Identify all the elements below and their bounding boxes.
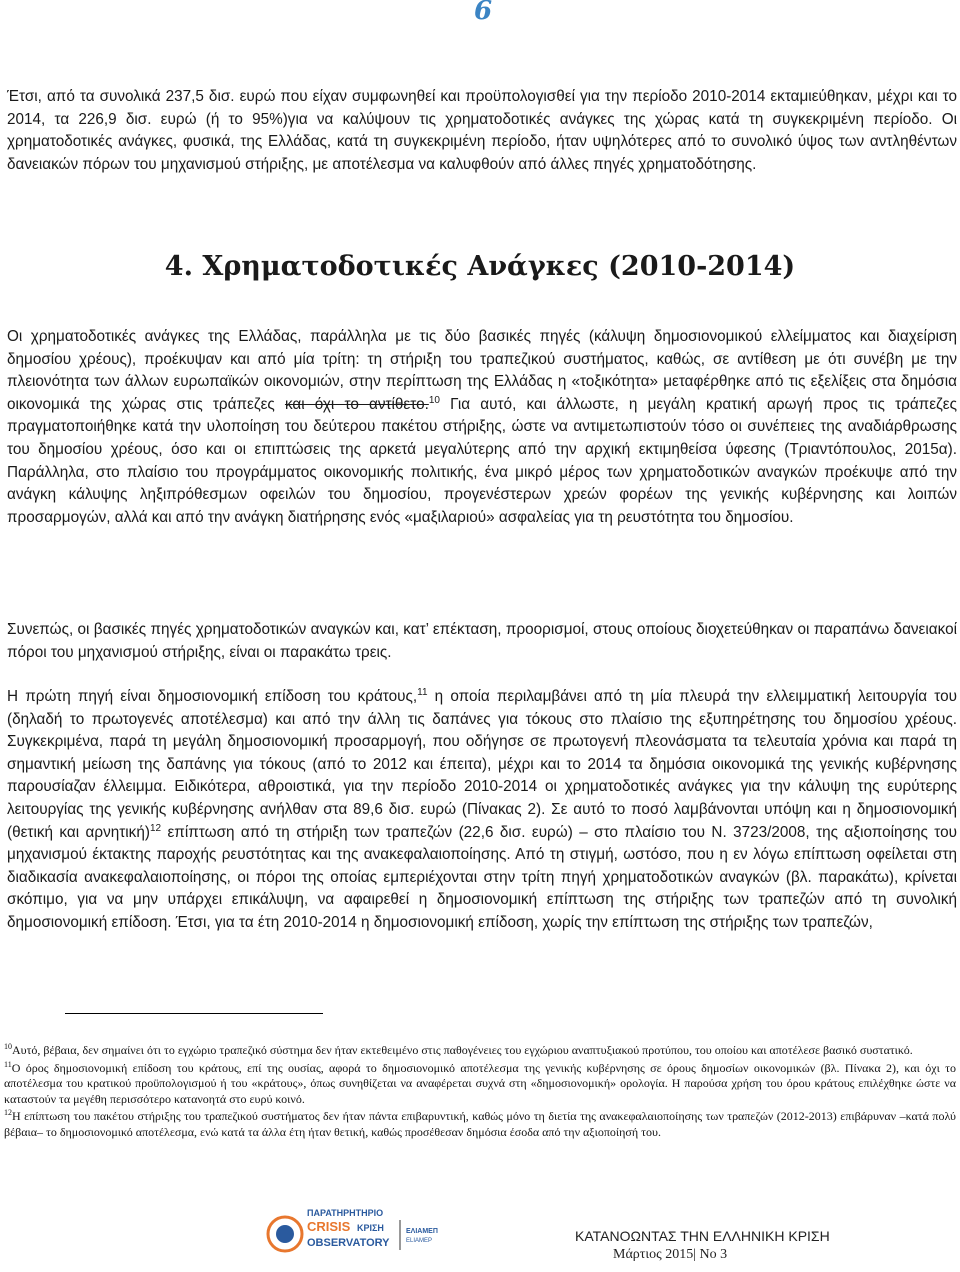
paragraph-sources: Συνεπώς, οι βασικές πηγές χρηματοδοτικών αναγκών και, κατ’ επέκταση, προορισμοί, στους οποίους διοχετεύθηκαν οι παραπάνω δανειακοί πόροι του μηχανισμού στήριξης, είναι οι παρακάτω τρεις. [7, 621, 957, 661]
logo-line3: OBSERVATORY [307, 1237, 390, 1249]
paragraph-text: επίπτωση από τη στήριξη των τραπεζών (22,6 δισ. ευρώ) – στο πλαίσιο του Ν. 3723/2008, της αξιοποίησης του μηχανισμού έκτακτης παροχής ρευστότητας και της ανακεφαλαιοποίησης. Από τη στιγμή, ωστόσο, που η εν λόγω επίπτωση οφείλεται στη διαδικασία ανακεφαλαιοποίησης, οι πόροι της οποίας εμπεριέχονται στην τρίτη πηγή χρηματοδοτικών αναγκών (βλ. παρακάτω), κρίνεται σκόπιμο, για να μην υπάρχει επικάλυψη, να αφαιρεθεί η δημοσιονομική επίπτωση της στήριξης των τραπεζών από τη συνολική δημοσιονομική επίδοση. Έτσι, για τα έτη 2010-2014 η δημοσιονομική επίδοση, χωρίς την επίπτωση της στήριξης των τραπεζών, [7, 823, 957, 931]
footnote-ref-12[interactable]: 12 [149, 822, 162, 834]
intro-paragraph: Έτσι, από τα συνολικά 237,5 δισ. ευρώ που είχαν συμφωνηθεί και προϋπολογισθεί για την περίοδο 2010-2014 εκταμιεύθηκαν, μέχρι και το 2014, τα 226,9 δισ. ευρώ (ή το 95%)για να καλύψουν τις χρηματοδοτικές ανάγκες της χώρας κατά τη συγκεκριμένη περίοδο. Οι χρηματοδοτικές ανάγκες, φυσικά, της Ελλάδας, κατά τη συγκεκριμένη περίοδο, ήταν υψηλότερες από το συνολικό ύψος των αντληθέντων δανειακών πόρων του μηχανισμού στήριξης, με αποτέλεσμα να καλυφθούν από άλλες πηγές χρηματοδότησης. [7, 88, 957, 173]
paragraph-text: Οι χρηματοδοτικές ανάγκες της Ελλάδας, παράλληλα με τις δύο βασικές πηγές (κάλυψη δημοσιονομικού ελλείμματος και διαχείριση δημοσίου χρέους), προέκυψαν και από μία τρίτη: τη στήριξη του τραπεζικού συστήματος, καθώς, σε αντίθεση με ότι συνέβη με την πλειονότητα των άλλων ευρωπαϊκών οικονομιών, στην περίπτωση της Ελλάδας η «τοξικότητα» μεταφέρθηκε από τις εξελίξεις στα δημόσια οικονομικά της χώρας στις τράπεζες [7, 328, 957, 413]
paragraph-financing-needs [7, 326, 957, 529]
footer-issue: Μάρτιος 2015| Νο 3 [613, 1247, 728, 1262]
logo-line2b: ΚΡΙΣΗ [357, 1223, 384, 1233]
logo-line2a: CRISIS [307, 1219, 351, 1234]
page-number: 6 [474, 0, 493, 26]
logo-line1: ΠΑΡΑΤΗΡΗΤΗΡΙΟ [307, 1208, 384, 1218]
footnote-ref-11[interactable]: 11 [417, 686, 428, 698]
section-heading: 4. Χρηματοδοτικές Ανάγκες (2010-2014) [164, 251, 796, 282]
footnote-number: 11 [4, 1059, 12, 1069]
footer-title: ΚΑΤΑΝΟΩΝΤΑΣ ΤΗΝ ΕΛΛΗΝΙΚΗ ΚΡΙΣΗ [575, 1228, 830, 1244]
logo-core [276, 1225, 294, 1243]
footnote-text: Η επίπτωση του πακέτου στήριξης του τραπεζικού συστήματος δεν ήταν πάντα επιβαρυντική, καθώς μόνο τη διετία της ανακεφαλαιοποίησης των τραπεζών (2012-2013) επιβάρυναν –κατά πολύ βέβαια– το δημοσιονομικό αποτέλεσμα, ενώ κατά τα άλλα έτη ήταν θετική, καθώς προσέθεσαν δημόσια έσοδα από την αξιοποίησή του. [4, 1109, 956, 1139]
footnote-11 [4, 1061, 956, 1108]
footnote-12 [4, 1109, 956, 1140]
paragraph-first-source [7, 686, 957, 935]
footnotes [4, 1043, 956, 1143]
paragraph-text: Για αυτό, και άλλωστε, η μεγάλη κρατική αρωγή προς τις τράπεζες πραγματοποιήθηκε κατά την υλοποίηση του δεύτερου πακέτου στήριξης, ώστε να αντιμετωπιστούν τόσο οι συνέπειες της αναδιάρθρωσης του δημοσίου χρέους, όσο και οι επιπτώσεις της αρκετά μεγαλύτερης από την αρχική εκτιμηθείσα ύφεσης (Τριαντόπουλος, 2015α). Παράλληλα, στο πλαίσιο του προγράμματος οικονομικής πολιτικής, ένα μικρό μέρος των χρηματοδοτικών αναγκών προέκυψε από την ανάγκη κάλυψης ληξιπρόθεσμων οφειλών του δημοσίου, προγενέστερων χρεών φορέων της γενικής κυβέρνησης και λοιπών προσαρμογών, αλλά και από την ανάγκη διατήρησης ενός «μαξιλαριού» ασφαλείας για τη ρευστότητα του δημοσίου. [7, 395, 957, 526]
footnote-ref-10[interactable]: 10 [428, 394, 440, 406]
footnote-10 [4, 1043, 956, 1059]
eliamep-sub-label: ELIAMEP [406, 1238, 433, 1244]
paragraph-text: η οποία περιλαμβάνει από τη μία πλευρά την ελλειμματική λειτουργία του (δηλαδή το πρωτογενές αποτέλεσμα) και από την άλλη τις δαπάνες για τόκους στο πλαίσιο της εξυπηρέτησης του δημοσίου χρέους. Συγκεκριμένα, παρά τη μεγάλη δημοσιονομική προσαρμογή, που οδήγησε σε πρωτογενή πλεονάσματα τα τελευταία χρόνια και παρά τη σημαντική μείωση της δαπάνης για τόκους (από το 2012 και έπειτα), μέχρι και το 2014 τα δημόσια οικονομικά της γενικής κυβέρνησης παρουσίαζαν έλλειμμα. Ειδικότερα, αθροιστικά, για την περίοδο 2010-2014 οι χρηματοδοτικές ανάγκες για την κάλυψη της ευρύτερης λειτουργίας της γενικής κυβέρνησης ανήλθαν στα 89,6 δισ. ευρώ (Πίνακας 2). Σε αυτό το ποσό λαμβάνονται υπόψη και η δημοσιονομική (θετική και αρνητική) [7, 688, 957, 841]
logo-divider [399, 1220, 401, 1250]
struck-text: και όχι το αντίθετο. [284, 395, 429, 413]
paragraph-text: Η πρώτη πηγή είναι δημοσιονομική επίδοση του κράτους, [7, 688, 418, 705]
crisis-observatory-logo [265, 1198, 450, 1266]
footnote-number: 10 [4, 1042, 12, 1051]
footnote-text: Ο όρος δημοσιονομική επίδοση του κράτους, επί της ουσίας, αφορά το δημοσιονομικό αποτέλεσμα της γενικής κυβέρνησης σε όρους δημοσίων οικονομικών (βλ. Πίνακα 2), και όχι το αποτέλεσμα του κρατικού προϋπολογισμού ή του «κράτους», όπως συνηθίζεται να αναφέρεται συχνά στη «δημοσιονομική» ορολογία. Η παρούσα χρήση του όρου κράτους επιλέχθηκε ώστε να καταστούν τα μεγέθη περισσότερο κατανοητά στο ευρύ κοινό. [4, 1060, 956, 1106]
footnote-number: 12 [4, 1108, 12, 1118]
eliamep-label: ΕΛΙΑΜΕΠ [406, 1228, 438, 1235]
footnote-text: Αυτό, βέβαια, δεν σημαίνει ότι το εγχώριο τραπεζικό σύστημα δεν ήταν εκτεθειμένο στις παθογένειες του εγχώριου αναπτυξιακού προτύπου, του οποίου και αποτέλεσε βασικό συστατικό. [12, 1043, 913, 1057]
footnote-divider [65, 1013, 323, 1014]
